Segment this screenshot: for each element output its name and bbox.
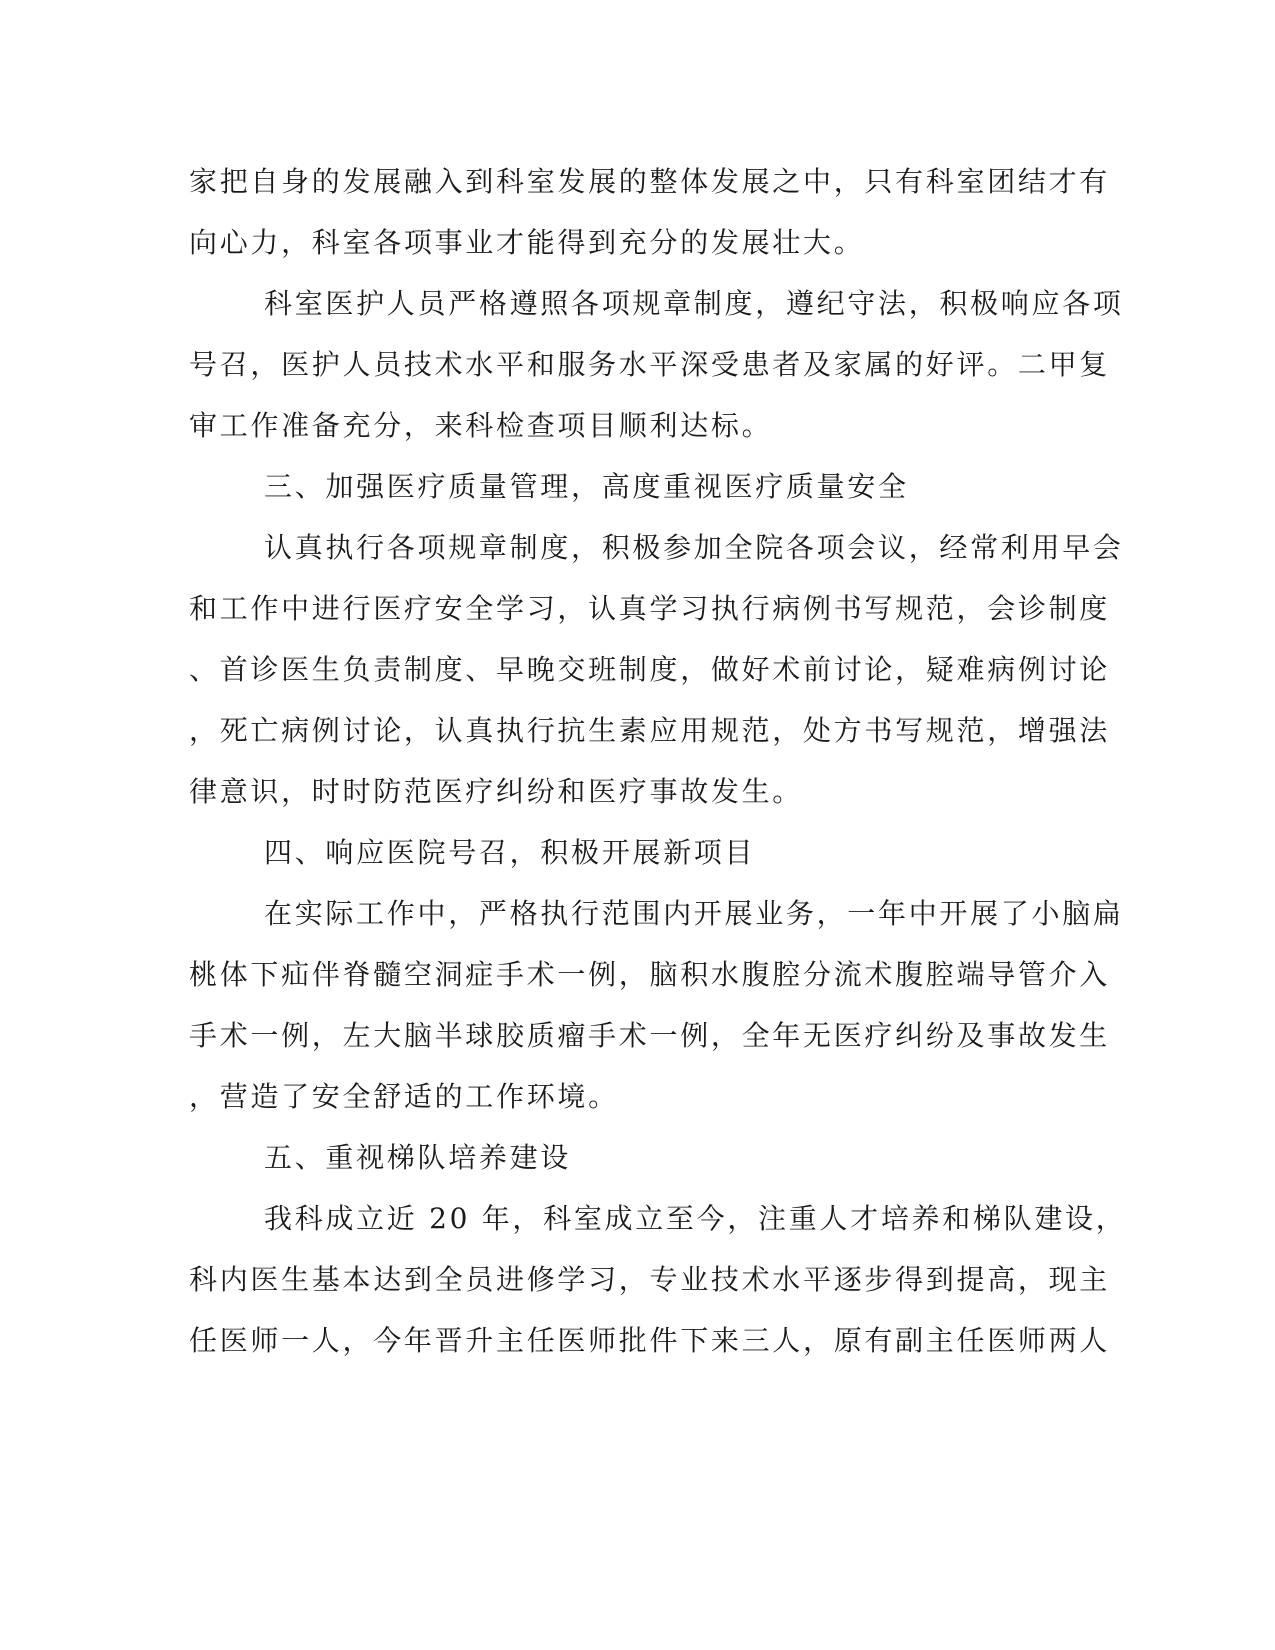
text-line: 科内医生基本达到全员进修学习，专业技术水平逐步得到提高，现主	[189, 1263, 1111, 1296]
paragraph-first-line: 三、加强医疗质量管理，高度重视医疗质量安全	[264, 470, 909, 503]
text-line: ，死亡病例讨论，认真执行抗生素应用规范，处方书写规范，增强法	[189, 714, 1111, 747]
text-line: 号召，医护人员技术水平和服务水平深受患者及家属的好评。二甲复	[189, 348, 1111, 381]
paragraph-first-line: 认真执行各项规章制度，积极参加全院各项会议，经常利用早会	[264, 531, 1124, 564]
text-line: 桃体下疝伴脊髓空洞症手术一例，脑积水腹腔分流术腹腔端导管介入	[189, 958, 1111, 991]
text-line: 和工作中进行医疗安全学习，认真学习执行病例书写规范，会诊制度	[189, 592, 1111, 625]
paragraph-first-line: 四、响应医院号召，积极开展新项目	[264, 836, 756, 869]
text-line: 手术一例，左大脑半球胶质瘤手术一例，全年无医疗纠纷及事故发生	[189, 1019, 1111, 1052]
paragraph-first-line: 科室医护人员严格遵照各项规章制度，遵纪守法，积极响应各项	[264, 287, 1124, 320]
text-line: 任医师一人，今年晋升主任医师批件下来三人，原有副主任医师两人	[189, 1324, 1111, 1357]
text-line: 、首诊医生负责制度、早晚交班制度，做好术前讨论，疑难病例讨论	[189, 653, 1111, 686]
paragraph-first-line: 五、重视梯队培养建设	[264, 1141, 572, 1174]
text-line: 家把自身的发展融入到科室发展的整体发展之中，只有科室团结才有	[189, 165, 1111, 198]
document-body	[189, 162, 1127, 1382]
text-line: ，营造了安全舒适的工作环境。	[189, 1080, 619, 1113]
text-line: 向心力，科室各项事业才能得到充分的发展壮大。	[189, 226, 865, 259]
text-line: 律意识，时时防范医疗纠纷和医疗事故发生。	[189, 775, 804, 808]
paragraph-first-line: 我科成立近 20 年，科室成立至今，注重人才培养和梯队建设，	[264, 1202, 1127, 1235]
text-line: 审工作准备充分，来科检查项目顺利达标。	[189, 409, 773, 442]
paragraph-first-line: 在实际工作中，严格执行范围内开展业务，一年中开展了小脑扁	[264, 897, 1124, 930]
